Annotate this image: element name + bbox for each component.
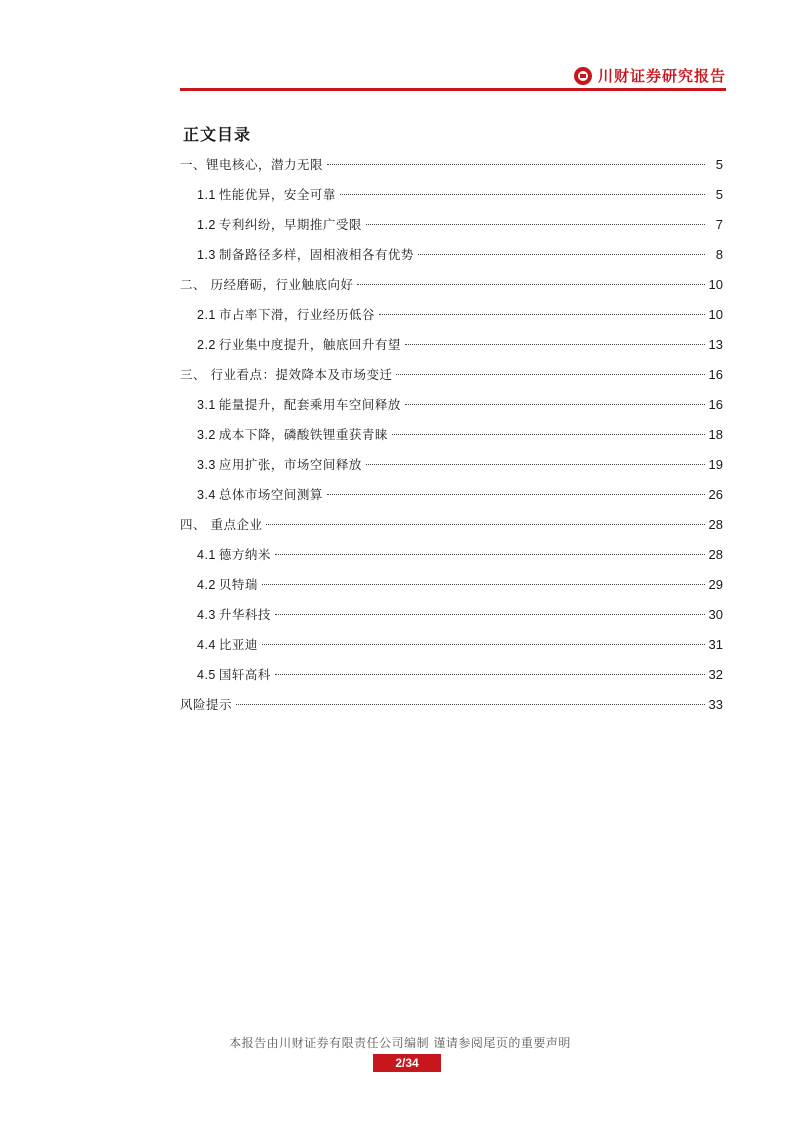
toc-entry[interactable] xyxy=(180,605,723,635)
toc-entry[interactable] xyxy=(180,545,723,575)
toc-entry-label xyxy=(197,305,375,325)
toc-entry-page: 5 xyxy=(715,157,723,172)
toc-entry-number: 4.5 xyxy=(197,668,216,682)
chuancai-logo-icon xyxy=(574,67,592,85)
toc-entry-text: 升华科技 xyxy=(218,607,271,622)
toc-entry[interactable] xyxy=(180,155,723,185)
toc-entry-label xyxy=(197,425,388,445)
toc-entry-label xyxy=(197,485,323,505)
toc-entry-label xyxy=(197,215,362,235)
toc-entry-page: 7 xyxy=(715,217,723,232)
toc-dot-leader xyxy=(396,374,704,375)
toc-entry-label xyxy=(180,695,232,715)
toc-entry-text: 国轩高科 xyxy=(218,667,271,682)
toc-dot-leader xyxy=(262,584,705,585)
toc-entry-number: 2.1 xyxy=(197,308,216,322)
toc-dot-leader xyxy=(418,254,705,255)
toc-entry-page: 26 xyxy=(708,487,723,502)
toc-entry[interactable] xyxy=(180,335,723,365)
toc-entry-number: 3.1 xyxy=(197,398,216,412)
toc-entry-page: 16 xyxy=(708,367,723,382)
toc-entry[interactable] xyxy=(180,695,723,725)
toc-entry-text: 比亚迪 xyxy=(218,637,258,652)
toc-entry[interactable] xyxy=(180,575,723,605)
toc-dot-leader xyxy=(392,434,705,435)
toc-entry[interactable] xyxy=(180,395,723,425)
toc-entry-text: 制备路径多样，固相液相各有优势 xyxy=(218,247,414,262)
toc-entry-text: 德方纳米 xyxy=(218,547,271,562)
toc-entry-label xyxy=(197,185,336,205)
toc-dot-leader xyxy=(366,224,705,225)
header-brand xyxy=(574,65,726,86)
toc-entry-number: 1.3 xyxy=(197,248,216,262)
toc-entry-page: 31 xyxy=(708,637,723,652)
toc-entry-page: 28 xyxy=(708,517,723,532)
toc-entry-label xyxy=(197,545,271,565)
table-of-contents xyxy=(180,155,723,725)
toc-entry-text: 专利纠纷，早期推广受限 xyxy=(218,217,362,232)
toc-dot-leader xyxy=(266,524,704,525)
toc-entry-number: 4.2 xyxy=(197,578,216,592)
toc-entry-text: 贝特瑞 xyxy=(218,577,258,592)
toc-entry-number: 2.2 xyxy=(197,338,216,352)
toc-entry-label xyxy=(197,455,362,475)
header-divider xyxy=(180,88,726,91)
page-number-badge: 2/34 xyxy=(373,1054,441,1072)
toc-entry[interactable] xyxy=(180,425,723,455)
toc-dot-leader xyxy=(275,614,705,615)
toc-entry-text: 一、锂电核心，潜力无限 xyxy=(180,157,324,172)
toc-entry[interactable] xyxy=(180,665,723,695)
toc-entry-text: 行业集中度提升，触底回升有望 xyxy=(218,337,401,352)
toc-entry-label xyxy=(180,155,323,175)
toc-entry[interactable] xyxy=(180,245,723,275)
toc-entry-number: 3.3 xyxy=(197,458,216,472)
toc-entry-page: 28 xyxy=(708,547,723,562)
toc-entry-label xyxy=(197,665,271,685)
toc-entry-page: 29 xyxy=(708,577,723,592)
page-header xyxy=(180,62,726,90)
toc-entry-label xyxy=(197,605,271,625)
toc-entry[interactable] xyxy=(180,215,723,245)
toc-entry-label xyxy=(197,335,401,355)
toc-entry[interactable] xyxy=(180,635,723,665)
toc-entry-text: 应用扩张，市场空间释放 xyxy=(218,457,362,472)
toc-entry-text: 三、 行业看点：提效降本及市场变迁 xyxy=(180,367,393,382)
toc-entry-number: 4.4 xyxy=(197,638,216,652)
toc-entry-text: 风险提示 xyxy=(180,697,233,712)
toc-entry-page: 10 xyxy=(708,307,723,322)
toc-dot-leader xyxy=(405,404,705,405)
toc-entry[interactable] xyxy=(180,455,723,485)
toc-entry[interactable] xyxy=(180,305,723,335)
toc-entry-page: 10 xyxy=(708,277,723,292)
toc-entry-page: 19 xyxy=(708,457,723,472)
toc-entry-text: 四、 重点企业 xyxy=(180,517,263,532)
toc-dot-leader xyxy=(275,674,705,675)
toc-entry-page: 32 xyxy=(708,667,723,682)
toc-dot-leader xyxy=(379,314,705,315)
brand-title: 川财证券研究报告 xyxy=(597,67,726,85)
toc-entry-label xyxy=(197,635,258,655)
toc-entry-page: 18 xyxy=(708,427,723,442)
toc-entry[interactable] xyxy=(180,515,723,545)
toc-entry-label xyxy=(197,575,258,595)
toc-dot-leader xyxy=(327,494,705,495)
toc-entry-page: 13 xyxy=(708,337,723,352)
toc-entry-number: 4.1 xyxy=(197,548,216,562)
toc-entry-page: 16 xyxy=(708,397,723,412)
toc-dot-leader xyxy=(357,284,704,285)
toc-dot-leader xyxy=(340,194,705,195)
toc-title: 正文目录 xyxy=(183,125,252,144)
toc-entry-number: 1.1 xyxy=(197,188,216,202)
toc-entry-label xyxy=(180,275,353,295)
toc-entry-text: 成本下降，磷酸铁锂重获青睐 xyxy=(218,427,388,442)
toc-entry-text: 性能优异，安全可靠 xyxy=(218,187,336,202)
toc-entry-label xyxy=(197,395,401,415)
toc-entry-number: 3.4 xyxy=(197,488,216,502)
toc-entry-text: 市占率下滑，行业经历低谷 xyxy=(218,307,375,322)
toc-entry-label xyxy=(197,245,414,265)
toc-entry-text: 二、 历经磨砺，行业触底向好 xyxy=(180,277,354,292)
toc-dot-leader xyxy=(405,344,705,345)
toc-entry-page: 33 xyxy=(708,697,723,712)
toc-entry-text: 能量提升，配套乘用车空间释放 xyxy=(218,397,401,412)
toc-entry[interactable] xyxy=(180,275,723,305)
toc-dot-leader xyxy=(327,164,705,165)
toc-dot-leader xyxy=(236,704,705,705)
toc-entry-number: 4.3 xyxy=(197,608,216,622)
toc-entry-number: 3.2 xyxy=(197,428,216,442)
footer-disclaimer: 本报告由川财证券有限责任公司编制 谨请参阅尾页的重要声明 xyxy=(229,1036,571,1050)
toc-entry-text: 总体市场空间测算 xyxy=(218,487,323,502)
toc-dot-leader xyxy=(262,644,705,645)
toc-entry-page: 8 xyxy=(715,247,723,262)
toc-entry-page: 5 xyxy=(715,187,723,202)
toc-entry-label xyxy=(180,365,392,385)
toc-dot-leader xyxy=(366,464,705,465)
toc-entry[interactable] xyxy=(180,485,723,515)
toc-entry-page: 30 xyxy=(708,607,723,622)
toc-entry-number: 1.2 xyxy=(197,218,216,232)
toc-entry[interactable] xyxy=(180,365,723,395)
toc-entry[interactable] xyxy=(180,185,723,215)
toc-entry-label xyxy=(180,515,262,535)
toc-dot-leader xyxy=(275,554,705,555)
